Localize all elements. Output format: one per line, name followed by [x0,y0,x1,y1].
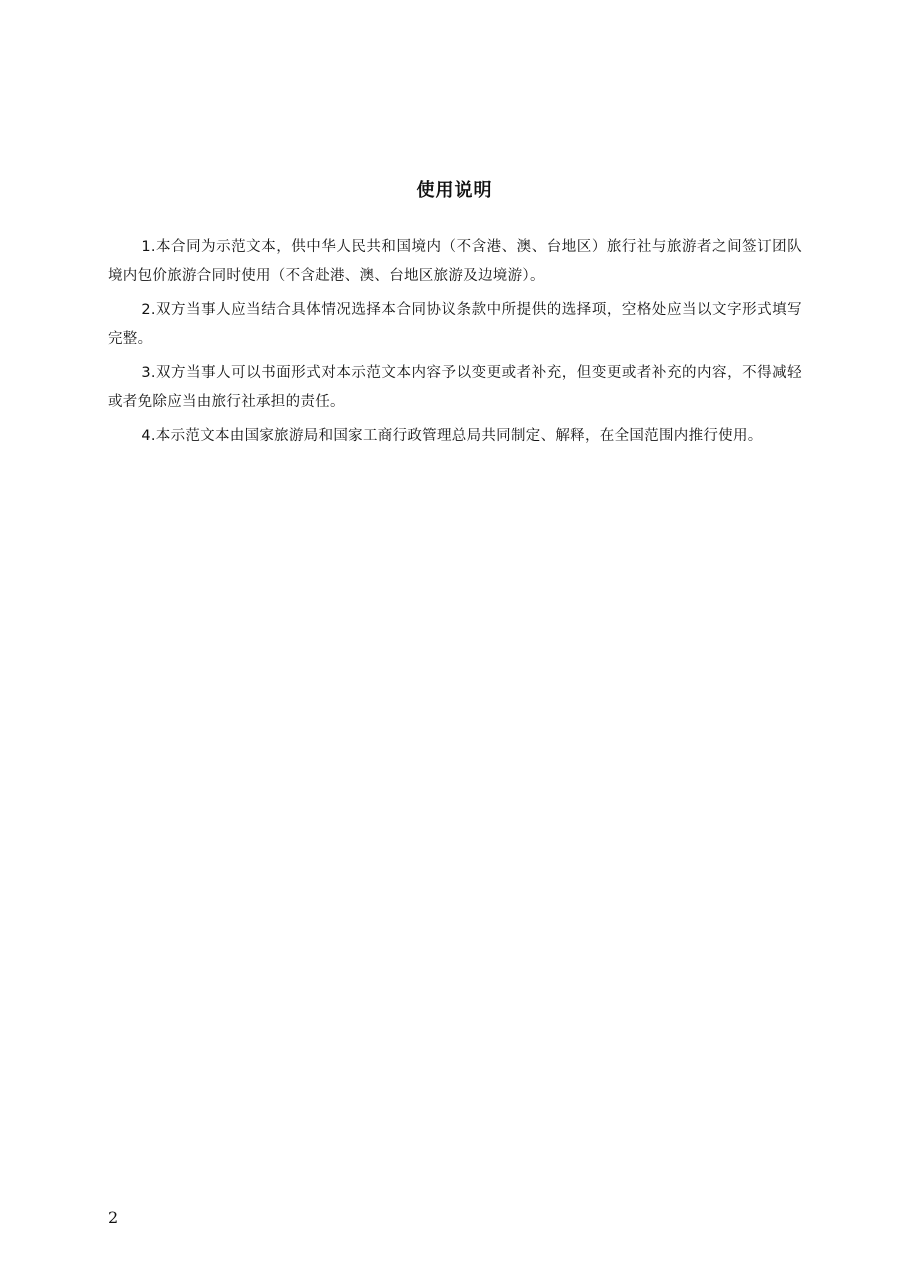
instruction-paragraph-2: 2.双方当事人应当结合具体情况选择本合同协议条款中所提供的选择项，空格处应当以文字形式填写完整。 [108,302,802,347]
instruction-paragraph-3: 3.双方当事人可以书面形式对本示范文本内容予以变更或者补充，但变更或者补充的内容，不得减轻或者免除应当由旅行社承担的责任。 [108,365,802,410]
instructions-body [108,233,802,457]
page-number: 2 [108,1208,119,1227]
page-title: 使用说明 [416,180,493,201]
instruction-paragraph-1: 1.本合同为示范文本，供中华人民共和国境内（不含港、澳、台地区）旅行社与旅游者之间签订团队境内包价旅游合同时使用（不含赴港、澳、台地区旅游及边境游）。 [108,239,802,284]
instruction-paragraph-4: 4.本示范文本由国家旅游局和国家工商行政管理总局共同制定、解释，在全国范围内推行使用。 [141,428,763,444]
